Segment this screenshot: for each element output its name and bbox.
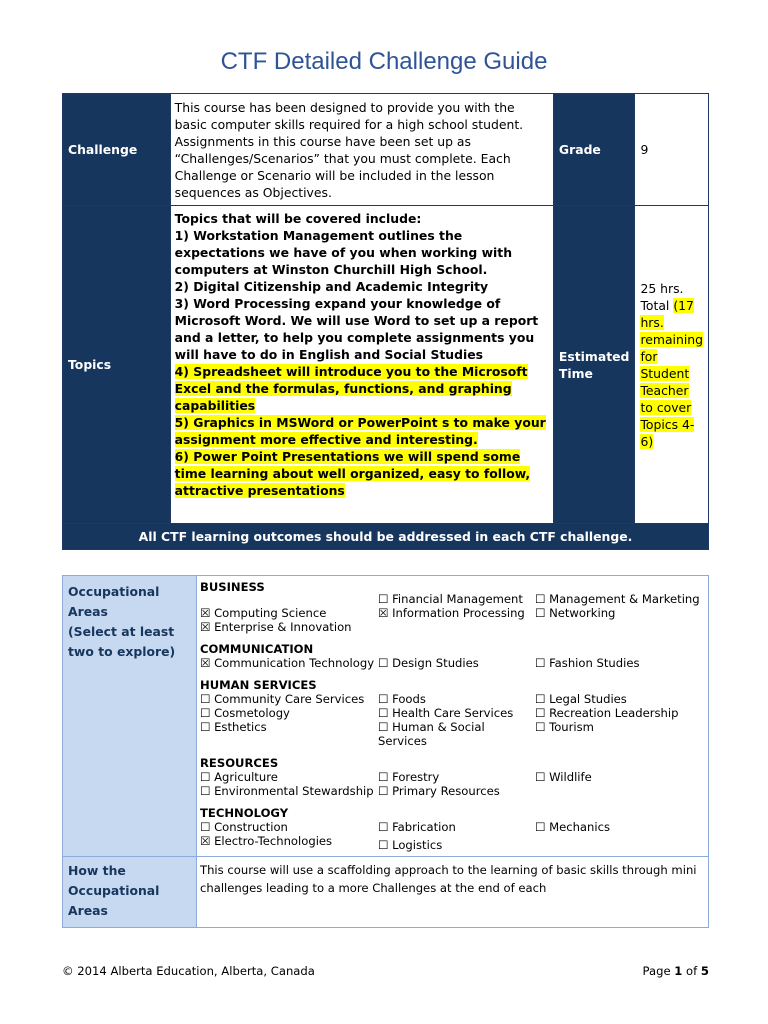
grade-value: 9 [635, 94, 709, 206]
topic-1: 1) Workstation Management outlines the expectations we have of you when working with computers at Winston Churchill High School. [174, 228, 513, 277]
occupational-area-technology [200, 806, 705, 852]
area-heading: BUSINESS [200, 580, 265, 594]
area-column [535, 820, 705, 852]
area-option-checkbox[interactable]: ☐ Fabrication [378, 820, 456, 834]
topic-5: 5) Graphics in MSWord or PowerPoint s to make your assignment more effective and interesting. [174, 415, 546, 447]
occupational-areas-label [63, 576, 197, 857]
area-option-checkbox[interactable]: ☐ Fashion Studies [535, 656, 640, 670]
topics-list [170, 206, 553, 524]
area-options [200, 770, 705, 798]
challenge-table [62, 93, 709, 550]
page-of: of [686, 964, 698, 978]
area-option-checkbox[interactable]: ☒ Electro-Technologies [200, 834, 333, 848]
occupational-label-text: Occupational Areas [68, 584, 160, 619]
area-option-checkbox[interactable]: ☐ Construction [200, 820, 288, 834]
occupational-area-communication [200, 642, 705, 670]
area-column [200, 656, 378, 670]
area-option-checkbox[interactable]: ☐ Forestry [378, 770, 440, 784]
area-options [200, 820, 705, 852]
area-option-checkbox[interactable]: ☐ Tourism [535, 720, 594, 734]
page-current: 1 [674, 964, 683, 978]
area-column [378, 692, 535, 748]
area-option-checkbox[interactable]: ☒ Information Processing [378, 606, 525, 620]
area-column [535, 770, 705, 798]
area-option-checkbox[interactable]: ☐ Financial Management [378, 592, 523, 606]
outcomes-banner: All CTF learning outcomes should be addressed in each CTF challenge. [63, 524, 709, 550]
how-text: This course will use a scaffolding approach to the learning of basic skills through mini challenges leading to a more Challenges at the end of each [197, 857, 709, 928]
challenge-text: This course has been designed to provide you with the basic computer skills required for a high school student. Assignments in this course have been set up as “Challenges/Scenarios” that you must complete. Each Challenge or Scenario will be included in the lesson sequences as Objectives. [170, 94, 553, 206]
area-column [378, 656, 535, 670]
estimated-time-value [635, 206, 709, 524]
area-column [535, 656, 705, 670]
area-heading: TECHNOLOGY [200, 806, 289, 820]
challenge-label: Challenge [63, 94, 171, 206]
topic-3: 3) Word Processing expand your knowledge of Microsoft Word. We will use Word to set up a report and a letter, to help you complete assignments you will have to do in English and Social Studies [174, 296, 539, 362]
area-option-checkbox[interactable]: ☐ Recreation Leadership [535, 706, 679, 720]
areas-list [200, 580, 705, 852]
estimated-time-label: Estimated Time [553, 206, 635, 524]
page-total: 5 [700, 964, 709, 978]
area-option-checkbox[interactable]: ☐ Mechanics [535, 820, 611, 834]
area-option-checkbox[interactable]: ☐ Logistics [378, 838, 443, 852]
area-heading: COMMUNICATION [200, 642, 314, 656]
occupational-areas-content [197, 576, 709, 857]
area-options [200, 692, 705, 748]
area-column [378, 592, 535, 634]
area-option-checkbox[interactable]: ☐ Management & Marketing [535, 592, 700, 606]
area-option-checkbox[interactable]: ☐ Agriculture [200, 770, 278, 784]
area-option-checkbox[interactable]: ☐ Networking [535, 606, 616, 620]
page-title: CTF Detailed Challenge Guide [220, 48, 548, 75]
area-heading: RESOURCES [200, 756, 279, 770]
how-label: How the Occupational Areas [63, 857, 197, 928]
topic-2: 2) Digital Citizenship and Academic Integrity [174, 279, 489, 294]
occupational-sublabel: (Select at least two to explore) [68, 624, 176, 659]
area-option-checkbox[interactable]: ☐ Legal Studies [535, 692, 627, 706]
grade-label: Grade [553, 94, 635, 206]
page-number [643, 964, 709, 978]
topic-4: 4) Spreadsheet will introduce you to the Microsoft Excel and the formulas, functions, and graphing capabilities [174, 364, 528, 413]
area-option-checkbox[interactable]: ☐ Esthetics [200, 720, 267, 734]
area-option-checkbox[interactable]: ☐ Design Studies [378, 656, 479, 670]
area-column [535, 592, 705, 634]
area-column [200, 770, 378, 798]
area-option-checkbox[interactable]: ☒ Enterprise & Innovation [200, 620, 352, 634]
area-option-checkbox[interactable]: ☐ Cosmetology [200, 706, 290, 720]
area-option-checkbox[interactable]: ☐ Foods [378, 692, 426, 706]
area-column [378, 770, 535, 798]
area-option-checkbox[interactable]: ☐ Community Care Services [200, 692, 365, 706]
topics-label: Topics [63, 206, 171, 524]
area-option-checkbox[interactable]: ☒ Communication Technology [200, 656, 375, 670]
copyright: © 2014 Alberta Education, Alberta, Canada [62, 964, 315, 978]
area-option-checkbox[interactable]: ☐ Health Care Services [378, 706, 514, 720]
area-column [535, 692, 705, 748]
area-column [200, 820, 378, 852]
area-option-checkbox[interactable]: ☐ Wildlife [535, 770, 592, 784]
area-column [378, 820, 535, 852]
area-column [200, 692, 378, 748]
page-prefix: Page [642, 964, 671, 978]
occupational-table [62, 575, 709, 928]
topics-intro: Topics that will be covered include: [174, 211, 422, 226]
time-total: 25 hrs. Total [640, 280, 684, 313]
occupational-area-business [200, 580, 705, 634]
occupational-area-resources [200, 756, 705, 798]
occupational-area-human-services [200, 678, 705, 748]
area-option-checkbox[interactable]: ☐ Human & Social Services [378, 720, 485, 748]
area-option-checkbox[interactable]: ☒ Computing Science [200, 606, 327, 620]
area-option-checkbox[interactable]: ☐ Environmental Stewardship [200, 784, 374, 798]
area-option-checkbox[interactable]: ☐ Primary Resources [378, 784, 500, 798]
area-options [200, 593, 705, 634]
topic-6: 6) Power Point Presentations we will spend some time learning about well organized, easy to follow, attractive presentations [174, 449, 531, 498]
time-note: (17 hrs. remaining for Student Teacher to cover Topics 4-6) [640, 297, 704, 449]
page-footer [62, 964, 709, 978]
area-options [200, 656, 705, 670]
area-heading: HUMAN SERVICES [200, 678, 317, 692]
area-column [200, 606, 378, 634]
